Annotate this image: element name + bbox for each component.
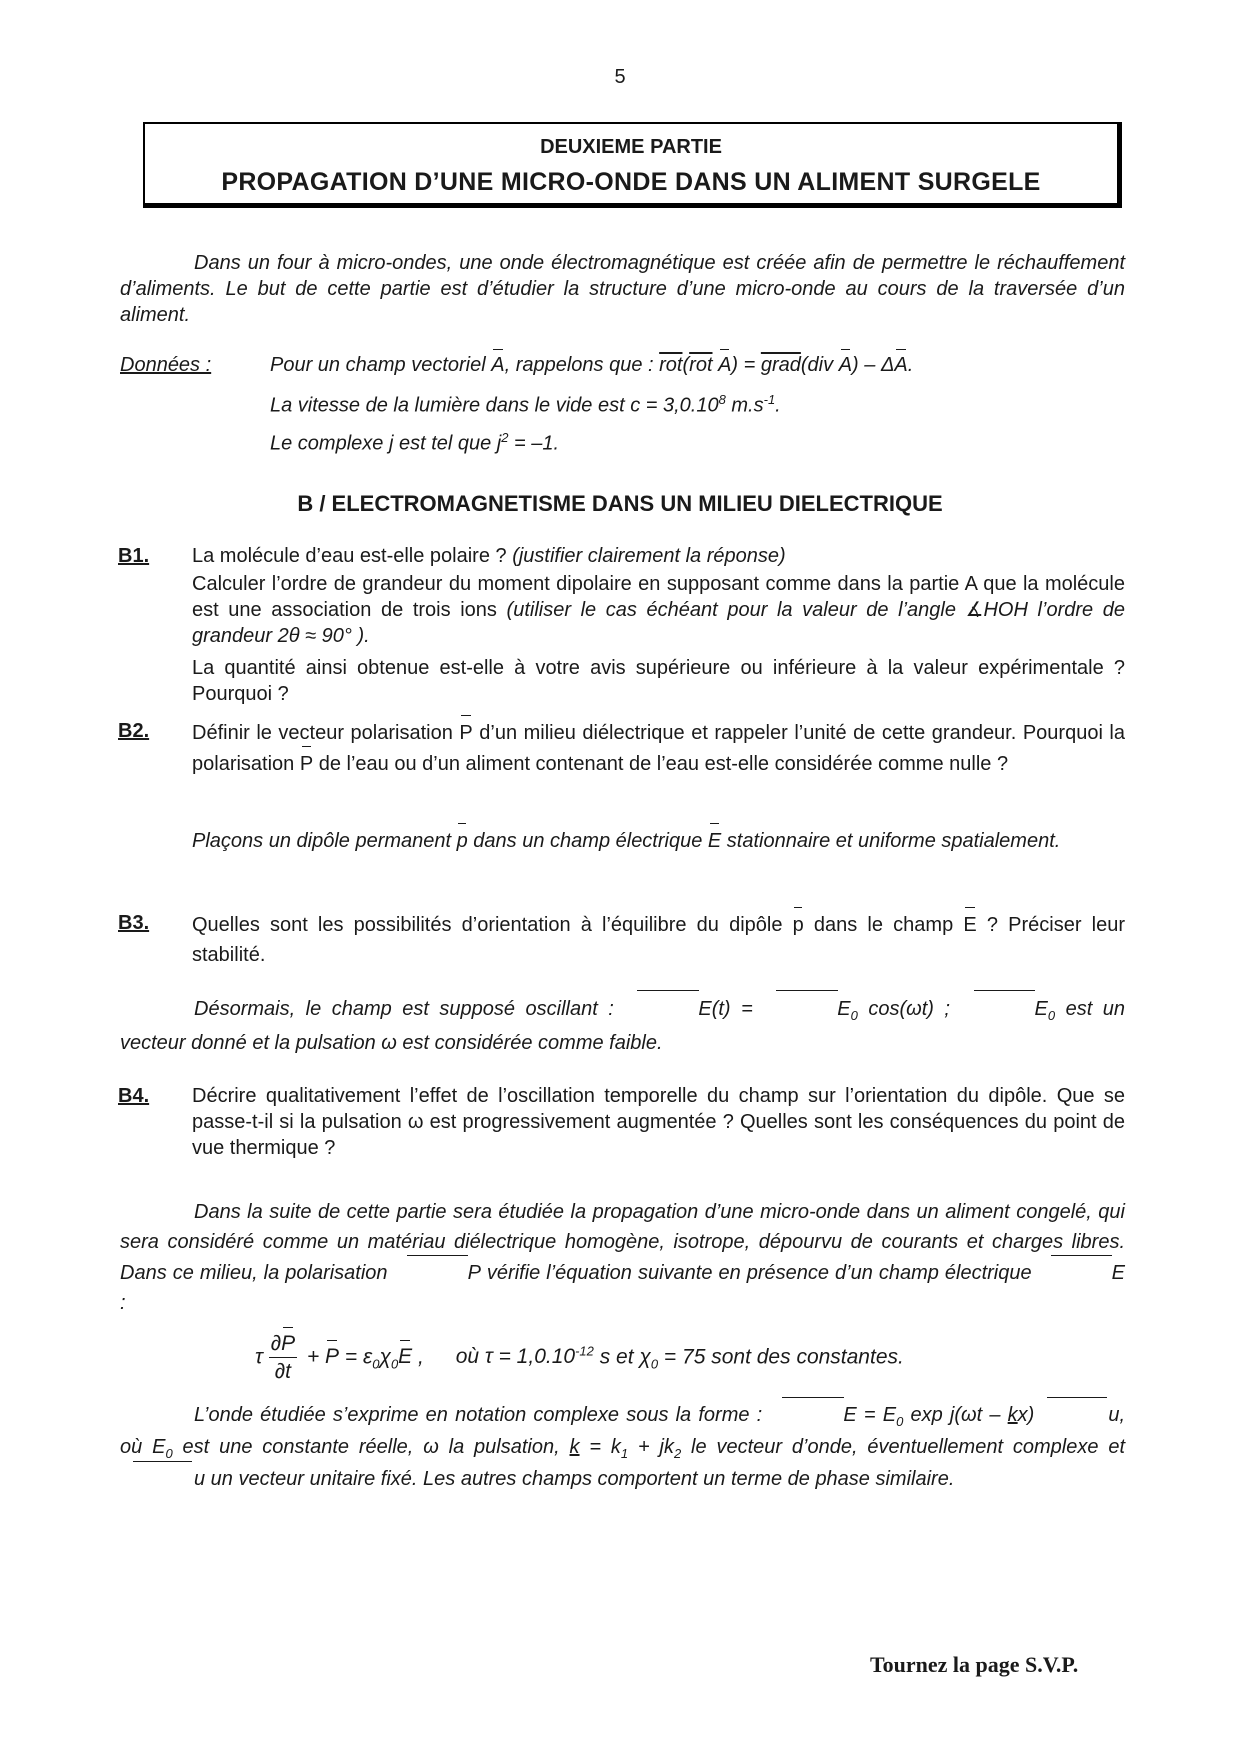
page-title: PROPAGATION D’UNE MICRO-ONDE DANS UN ALIMENT SURGELE xyxy=(221,168,1041,196)
part-heading: DEUXIEME PARTIE xyxy=(540,136,722,158)
footer-turn-page: Tournez la page S.V.P. xyxy=(870,1652,1079,1677)
intro-paragraph: Dans un four à micro-ondes, une onde électromagnétique est créée afin de permettre le réchauffement d’aliments. Le but de cette partie est d’étudier la structure d’une micro-onde au cours de la traversée d’un aliment. xyxy=(120,252,1125,326)
polarisation-equation: τ $\frac{\partial P}{\partial t}$ + $P = \varepsilon_0\chi_0E$ , où $\tau = 1,0.10^{-12}$ s et $\chi_0 = 75$ sont des constantes. xyxy=(255,1332,904,1384)
title-box xyxy=(143,122,1122,208)
question-label-b2: B2. xyxy=(118,720,150,742)
propagation-paragraph: Dans la suite de cette partie sera étudiée la propagation d’une micro-onde dans un aliment congelé, qui sera considéré comme un matériau diélectrique homogène, isotrope, dépourvu de courants et charges libres. Dans ce milieu, la polarisation P vérifie l’équation suivante en présence d’un champ électrique E : xyxy=(120,1201,1125,1315)
placons-paragraph: Plaçons un dipôle permanent p dans un champ électrique E stationnaire et uniforme spatialement. xyxy=(192,826,1125,856)
question-b2: Définir le vecteur polarisation P d’un milieu diélectrique et rappeler l’unité de cette grandeur. Pourquoi la polarisation P de l’eau ou d’un aliment contenant de l’eau est-elle considérée comme nulle ? xyxy=(192,718,1125,780)
question-label-b4: B4. xyxy=(118,1085,150,1107)
onde-paragraph: L’onde étudiée s’exprime en notation complexe sous la forme : $E = E_0$ exp j(ωt – kx) u, où $E_0$ est une constante réelle, ω la pulsation, $k = k_1 + jk_2$ le vecteur d’onde, éventuellement complexe et u un vecteur unitaire fixé. Les autres champs comportent un terme de phase similaire. xyxy=(120,1400,1125,1495)
donnees-line-1: Pour un champ vectoriel A, rappelons que : $\overline{rot}(\overline{rot}$ A) = grad(div A) – ΔA. xyxy=(270,354,914,376)
question-label-b3: B3. xyxy=(118,912,150,934)
question-b4: Décrire qualitativement l’effet de l’oscillation temporelle du champ sur l’orientation du dipôle. Que se passe-t-il si la pulsation ω est progressivement augmentée ? Quelles sont les conséquences du point de vue thermique ? xyxy=(192,1085,1125,1159)
section-heading: B / ELECTROMAGNETISME DANS UN MILIEU DIELECTRIQUE xyxy=(297,491,943,516)
page-number: 5 xyxy=(614,66,626,88)
donnees-line-3: Le complexe j est tel que $j^2 = -1$. xyxy=(270,430,560,455)
donnees-line-2: La vitesse de la lumière dans le vide est $c = 3,0.10^8$ $m.s^{-1}$. xyxy=(270,392,781,417)
desormais-paragraph: Désormais, le champ est supposé oscillant : $E(t) = E_0$ cos(ωt) ; $E_0$ est un vecteur donné et la pulsation ω est considérée comme faible. xyxy=(120,993,1125,1059)
question-b1: La molécule d’eau est-elle polaire ? (justifier clairement la réponse) Calculer l’ordre de grandeur du moment dipolaire en supposant comme dans la partie A que la molécule est une association de trois ions (utiliser le cas échéant pour la valeur de l’angle ∡HOH l’ordre de grandeur 2θ ≈ 90° ). La quantité ainsi obtenue est-elle à votre avis supérieure ou inférieure à la valeur expérimentale ? Pourquoi ? xyxy=(192,545,1125,705)
question-b3: Quelles sont les possibilités d’orientation à l’équilibre du dipôle p dans le champ E ? Préciser leur stabilité. xyxy=(192,910,1125,970)
donnees-label: Données : xyxy=(120,354,212,376)
question-label-b1: B1. xyxy=(118,545,150,567)
